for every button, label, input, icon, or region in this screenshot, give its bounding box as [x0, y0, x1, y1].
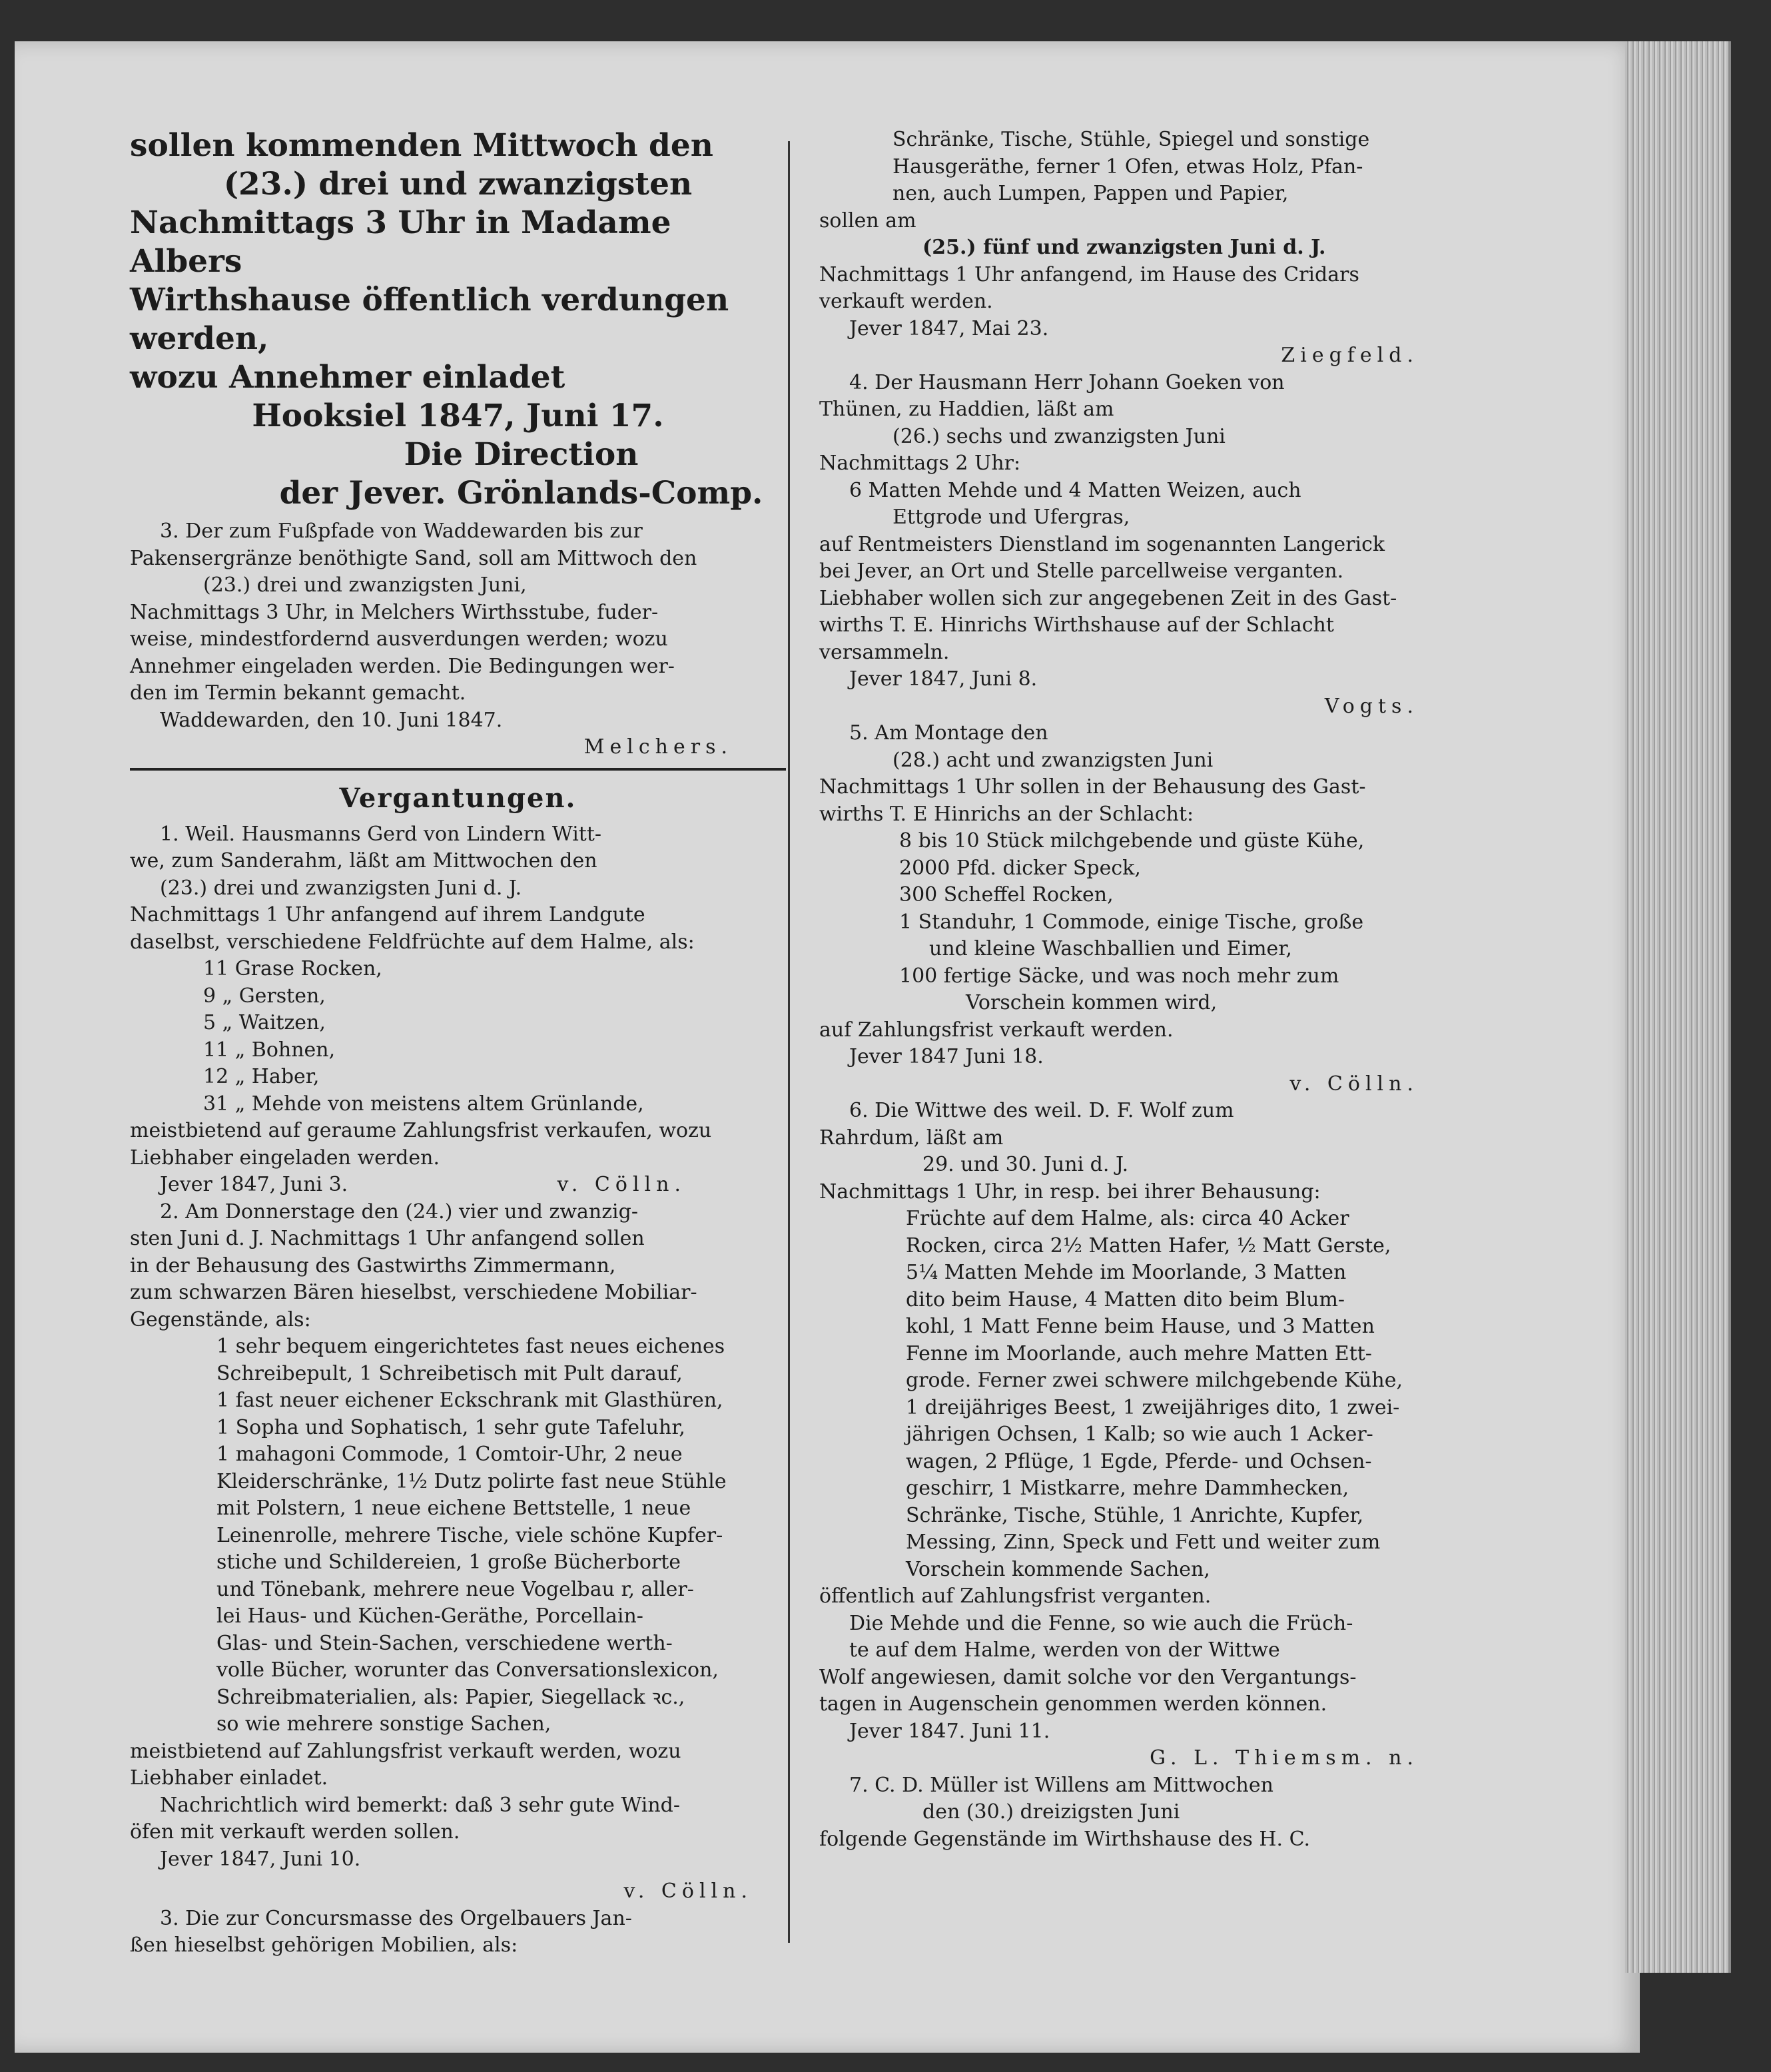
- date: Jever 1847, Juni 10.: [160, 1847, 361, 1871]
- date: Jever 1847. Juni 11.: [849, 1719, 1050, 1743]
- item-list: [819, 1206, 1472, 1583]
- list-item: lei Haus- und Küchen-Geräthe, Porcellain-: [216, 1604, 643, 1628]
- text-line: 2. Am Donnerstage den (24.) vier und zwanzig-: [160, 1200, 638, 1223]
- signer: Ziegfeld.: [1281, 344, 1419, 367]
- list-item: Schränke, Tische, Stühle, 1 Anrichte, Kupfer,: [906, 1503, 1364, 1527]
- signature-line: der Jever. Grönlands-Comp.: [279, 475, 763, 512]
- list-item: Vorschein kommen wird,: [966, 991, 1218, 1014]
- text-line: weise, mindestfordernd ausverdungen werden; wozu: [130, 627, 668, 651]
- list-item: 12 „ Haber,: [203, 1065, 320, 1088]
- signer: Vogts.: [1324, 694, 1419, 718]
- list-item: und kleine Waschballien und Eimer,: [929, 937, 1292, 960]
- text-line: Die Mehde und die Fenne, so wie auch die Früch-: [849, 1611, 1353, 1635]
- list-item: Leinenrolle, mehrere Tische, viele schöne Kupfer-: [216, 1523, 723, 1547]
- text-line: Nachmittags 1 Uhr anfangend auf ihrem Landgute: [130, 903, 645, 926]
- notice-item-3: [130, 518, 786, 761]
- section-heading: Vergantungen.: [339, 782, 577, 814]
- list-item: Glas- und Stein-Sachen, verschiedene werth-: [216, 1631, 673, 1655]
- text-line: Rahrdum, läßt am: [819, 1126, 1004, 1150]
- list-item: 1 Standuhr, 1 Commode, einige Tische, große: [899, 910, 1364, 934]
- list-item: 1 dreijähriges Beest, 1 zweijähriges dito, 1 zwei-: [906, 1395, 1400, 1419]
- right-column: [819, 127, 1472, 1853]
- text-line: Nachmittags 1 Uhr, in resp. bei ihrer Behausung:: [819, 1180, 1321, 1204]
- vergantung-5: [819, 720, 1472, 1098]
- list-item: Kleiderschränke, 1½ Dutz polirte fast neue Stühle: [216, 1469, 727, 1493]
- text-line: 3. Die zur Concursmasse des Orgelbauers Jan-: [160, 1906, 632, 1930]
- text-line: wirths T. E. Hinrichs Wirthshause auf der Schlacht: [819, 613, 1334, 637]
- list-item: 1 mahagoni Commode, 1 Comtoir-Uhr, 2 neue: [216, 1443, 683, 1466]
- vergantung-6: [819, 1098, 1472, 1772]
- text-line: in der Behausung des Gastwirths Zimmermann,: [130, 1253, 616, 1277]
- list-item: 9 „ Gersten,: [203, 984, 326, 1008]
- list-item: dito beim Hause, 4 Matten dito beim Blum-: [906, 1287, 1345, 1311]
- text-line: öffentlich auf Zahlungsfrist verganten.: [819, 1584, 1212, 1608]
- date: Jever 1847, Juni 3.: [160, 1173, 348, 1196]
- text-line: auf Zahlungsfrist verkauft werden.: [819, 1018, 1174, 1042]
- column-divider: [788, 141, 790, 1943]
- text-line: Liebhaber wollen sich zur angegebenen Zeit in des Gast-: [819, 586, 1397, 610]
- list-item: Rocken, circa 2½ Matten Hafer, ½ Matt Gerste,: [906, 1233, 1391, 1257]
- text-line: zum schwarzen Bären hieselbst, verschiedene Mobiliar-: [130, 1281, 697, 1304]
- item-list: [819, 828, 1472, 1017]
- text-line: tagen in Augenschein genommen werden können.: [819, 1692, 1327, 1716]
- list-item: 2000 Pfd. dicker Speck,: [899, 856, 1141, 880]
- text-line: nen, auch Lumpen, Pappen und Papier,: [892, 182, 1289, 205]
- text-line: 6. Die Wittwe des weil. D. F. Wolf zum: [849, 1099, 1234, 1122]
- text-line: Liebhaber einladet.: [130, 1766, 328, 1790]
- text-line: Liebhaber eingeladen werden.: [130, 1146, 440, 1170]
- text-line: Annehmer eingeladen werden. Die Bedingungen wer-: [130, 654, 675, 678]
- list-item: jährigen Ochsen, 1 Kalb; so wie auch 1 Acker-: [906, 1423, 1373, 1446]
- list-item: grode. Ferner zwei schwere milchgebende Kühe,: [906, 1369, 1403, 1392]
- text-line: meistbietend auf Zahlungsfrist verkauft werden, wozu: [130, 1739, 681, 1763]
- section-rule: [130, 768, 786, 771]
- list-item: mit Polstern, 1 neue eichene Bettstelle, 1 neue: [216, 1497, 691, 1520]
- list-item: 300 Scheffel Rocken,: [899, 883, 1114, 906]
- notice-line: wozu Annehmer einladet: [130, 359, 565, 396]
- list-item: Fenne im Moorlande, auch mehre Matten Ett-: [906, 1341, 1372, 1365]
- text-line: versammeln.: [819, 640, 950, 664]
- list-item: Schreibmaterialien, als: Papier, Siegellack ꝛc.,: [216, 1685, 685, 1709]
- list-item: Vorschein kommende Sachen,: [906, 1557, 1210, 1581]
- list-item: und Tönebank, mehrere neue Vogelbau r, aller-: [216, 1577, 694, 1601]
- text-line: bei Jever, an Ort und Stelle parcellweise verganten.: [819, 559, 1344, 583]
- place-date: Hooksiel 1847, Juni 17.: [252, 398, 664, 434]
- signer: v. Cölln.: [557, 1173, 686, 1196]
- list-item: 1 Sopha und Sophatisch, 1 sehr gute Tafeluhr,: [216, 1415, 685, 1439]
- text-line: Nachmittags 2 Uhr:: [819, 452, 1021, 475]
- list-item: Schreibepult, 1 Schreibetisch mit Pult darauf,: [216, 1361, 683, 1385]
- text-line: Waddewarden, den 10. Juni 1847.: [160, 708, 503, 732]
- text-line: Wolf angewiesen, damit solche vor den Vergantungs-: [819, 1665, 1357, 1689]
- text-line: Thünen, zu Haddien, läßt am: [819, 398, 1114, 421]
- text-line: wirths T. E Hinrichs an der Schlacht:: [819, 802, 1194, 826]
- text-line: verkauft werden.: [819, 290, 993, 313]
- text-line: (28.) acht und zwanzigsten Juni: [892, 748, 1214, 772]
- notice-line: Wirthshause öffentlich verdungen werden,: [130, 282, 729, 357]
- list-item: stiche und Schildereien, 1 große Bücherborte: [216, 1551, 681, 1574]
- vergantung-4: [819, 370, 1472, 721]
- text-line: den im Termin bekannt gemacht.: [130, 681, 466, 705]
- vergantung-2: [130, 1199, 786, 1905]
- vergantung-1: [130, 821, 786, 1199]
- text-line: (26.) sechs und zwanzigsten Juni: [892, 424, 1226, 448]
- text-line: te auf dem Halme, werden von der Wittwe: [849, 1638, 1280, 1662]
- text-line: 7. C. D. Müller ist Willens am Mittwochen: [849, 1773, 1273, 1797]
- text-line: (25.) fünf und zwanzigsten Juni d. J.: [922, 236, 1326, 259]
- item-list: [130, 1333, 786, 1738]
- text-line: 5. Am Montage den: [849, 721, 1048, 745]
- list-item: 31 „ Mehde von meistens altem Grünlande,: [203, 1092, 644, 1116]
- text-line: auf Rentmeisters Dienstland im sogenannten Langerick: [819, 532, 1385, 556]
- text-line: Nachrichtlich wird bemerkt: daß 3 sehr gute Wind-: [160, 1793, 681, 1817]
- text-line: 29. und 30. Juni d. J.: [922, 1153, 1129, 1176]
- text-line: öfen mit verkauft werden sollen.: [130, 1820, 460, 1844]
- text-line: ßen hieselbst gehörigen Mobilien, als:: [130, 1933, 518, 1957]
- list-item: 1 sehr bequem eingerichtetes fast neues eichenes: [216, 1335, 725, 1358]
- signer: v. Cölln.: [1289, 1072, 1419, 1096]
- text-line: meistbietend auf geraume Zahlungsfrist verkaufen, wozu: [130, 1119, 712, 1142]
- text-line: sten Juni d. J. Nachmittags 1 Uhr anfangend sollen: [130, 1227, 645, 1250]
- notice-line: (23.) drei und zwanzigsten: [223, 166, 693, 202]
- text-line: sollen am: [819, 208, 916, 232]
- list-item: Messing, Zinn, Speck und Fett und weiter zum: [906, 1531, 1381, 1554]
- list-item: kohl, 1 Matt Fenne beim Hause, und 3 Matten: [906, 1315, 1375, 1338]
- text-line: (23.) drei und zwanzigsten Juni d. J.: [160, 876, 522, 900]
- text-line: Nachmittags 3 Uhr, in Melchers Wirthsstube, fuder-: [130, 600, 659, 624]
- vergantung-3-continued: [819, 127, 1472, 370]
- list-item: 100 fertige Säcke, und was noch mehr zum: [899, 964, 1339, 988]
- list-item: 5 „ Waitzen,: [203, 1011, 326, 1034]
- list-item: volle Bücher, worunter das Conversationslexicon,: [216, 1658, 719, 1682]
- list-item: so wie mehrere sonstige Sachen,: [216, 1712, 551, 1736]
- text-line: 6 Matten Mehde und 4 Matten Weizen, auch: [849, 478, 1301, 502]
- vergantung-7: [819, 1772, 1472, 1854]
- list-item: 11 „ Bohnen,: [203, 1038, 336, 1062]
- date: Jever 1847, Mai 23.: [849, 316, 1049, 340]
- notice-line: sollen kommenden Mittwoch den: [130, 127, 713, 164]
- text-line: 3. Der zum Fußpfade von Waddewarden bis zur: [160, 519, 643, 543]
- list-item: 5¼ Matten Mehde im Moorlande, 3 Matten: [906, 1261, 1347, 1284]
- text-line: Schränke, Tische, Stühle, Spiegel und sonstige: [892, 128, 1370, 151]
- text-line: we, zum Sanderahm, läßt am Mittwochen den: [130, 849, 597, 872]
- list-item: 11 Grase Rocken,: [203, 957, 382, 980]
- signer: v. Cölln.: [623, 1880, 753, 1903]
- text-line: Ettgrode und Ufergras,: [892, 506, 1130, 529]
- text-line: folgende Gegenstände im Wirthshause des H. C.: [819, 1827, 1311, 1851]
- text-line: 4. Der Hausmann Herr Johann Goeken von: [849, 370, 1285, 394]
- text-line: Nachmittags 1 Uhr sollen in der Behausung des Gast-: [819, 775, 1366, 799]
- signer: Melchers.: [583, 735, 733, 759]
- signer: G. L. Thiemsm. n.: [1150, 1746, 1419, 1770]
- text-line: Hausgeräthe, ferner 1 Ofen, etwas Holz, Pfan-: [892, 155, 1363, 178]
- vergantung-3: [130, 1905, 786, 1959]
- text-line: Pakensergränze benöthigte Sand, soll am Mittwoch den: [130, 546, 697, 570]
- page-edges: [1625, 41, 1731, 1973]
- left-column: [130, 127, 786, 1959]
- list-item: wagen, 2 Pflüge, 1 Egde, Pferde- und Ochsen-: [906, 1449, 1372, 1473]
- text-line: 1. Weil. Hausmanns Gerd von Lindern Witt-: [160, 822, 602, 846]
- text-line: Nachmittags 1 Uhr anfangend, im Hause des Cridars: [819, 262, 1359, 286]
- date: Jever 1847 Juni 18.: [849, 1045, 1044, 1068]
- text-line: den (30.) dreizigsten Juni: [922, 1800, 1180, 1824]
- list-item: 8 bis 10 Stück milchgebende und güste Kühe,: [899, 829, 1365, 853]
- date: Jever 1847, Juni 8.: [849, 667, 1038, 691]
- list-item: Früchte auf dem Halme, als: circa 40 Acker: [906, 1207, 1349, 1230]
- text-line: daselbst, verschiedene Feldfrüchte auf dem Halme, als:: [130, 930, 695, 954]
- date-signer-row: [130, 1172, 786, 1199]
- text-line: (23.) drei und zwanzigsten Juni,: [203, 573, 527, 597]
- list-item: geschirr, 1 Mistkarre, mehre Dammhecken,: [906, 1477, 1349, 1500]
- notice-line: Nachmittags 3 Uhr in Madame Albers: [130, 204, 671, 280]
- list-item: 1 fast neuer eichener Eckschrank mit Glasthüren,: [216, 1389, 723, 1412]
- text-line: Gegenstände, als:: [130, 1307, 311, 1331]
- signature-line: Die Direction: [404, 436, 639, 473]
